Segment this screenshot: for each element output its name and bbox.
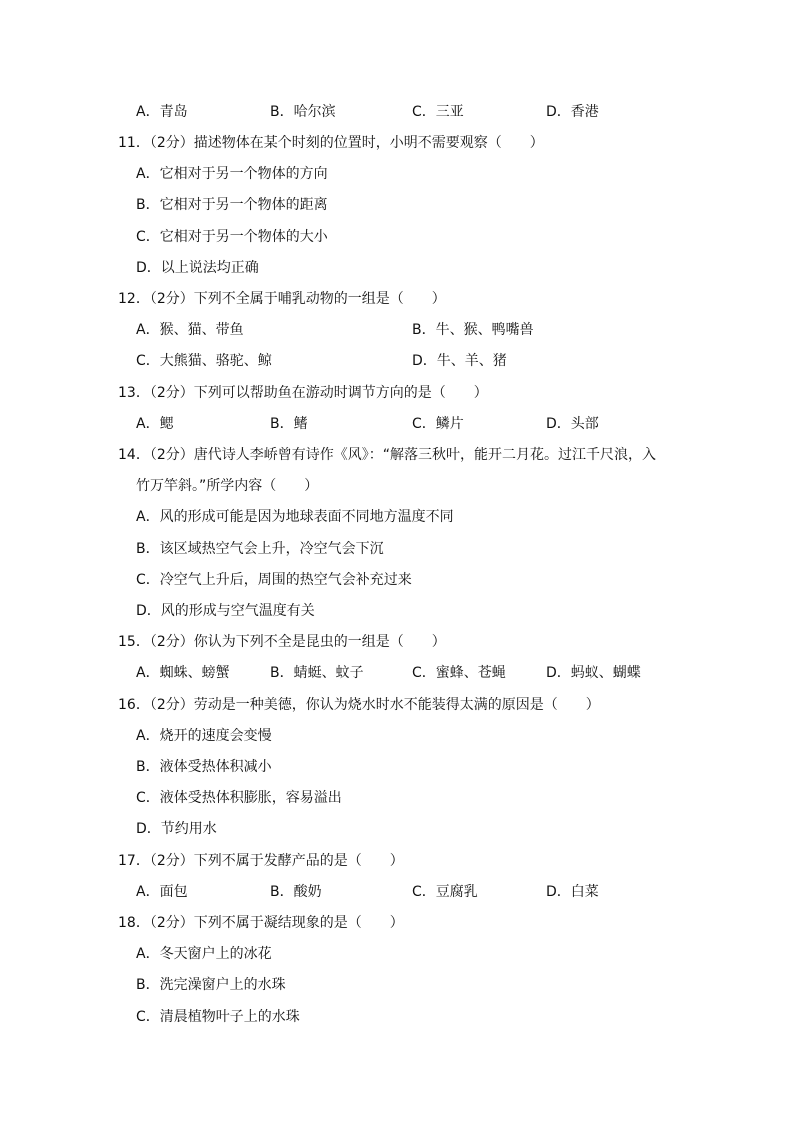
q10-option-c: C．三亚 bbox=[412, 104, 464, 120]
q17-option-a: A．面包 bbox=[136, 884, 188, 900]
q11-option-c: C．它相对于另一个物体的大小 bbox=[136, 229, 328, 245]
q18-option-a: A．冬天窗户上的冰花 bbox=[136, 946, 272, 962]
q15-option-d: D．蚂蚁、蝴蝶 bbox=[546, 665, 641, 681]
q14-option-b: B．该区域热空气会上升，冷空气会下沉 bbox=[136, 541, 384, 557]
q18-option-c: C．清晨植物叶子上的水珠 bbox=[136, 1009, 300, 1025]
q17-option-c: C．豆腐乳 bbox=[412, 884, 478, 900]
q15-option-a: A．蜘蛛、螃蟹 bbox=[136, 665, 230, 681]
q10-option-a: A．青岛 bbox=[136, 104, 188, 120]
q12-option-c: C．大熊猫、骆驼、鲸 bbox=[136, 353, 272, 369]
q18-option-b: B．洗完澡窗户上的水珠 bbox=[136, 977, 286, 993]
q17-option-d: D．白菜 bbox=[546, 884, 599, 900]
q13-option-d: D．头部 bbox=[546, 416, 599, 432]
q12-option-b: B．牛、猴、鸭嘴兽 bbox=[412, 322, 534, 338]
q16-option-d: D．节约用水 bbox=[136, 821, 217, 837]
q13-option-c: C．鳞片 bbox=[412, 416, 464, 432]
q12-option-d: D．牛、羊、猪 bbox=[412, 353, 507, 369]
q11-stem: 11．（2分）描述物体在某个时刻的位置时，小明不需要观察（ ） bbox=[118, 135, 544, 151]
q13-option-a: A．鳃 bbox=[136, 416, 174, 432]
q10-option-d: D．香港 bbox=[546, 104, 599, 120]
q12-stem: 12．（2分）下列不全属于哺乳动物的一组是（ ） bbox=[118, 291, 446, 307]
q18-stem: 18．（2分）下列不属于凝结现象的是（ ） bbox=[118, 915, 404, 931]
q13-option-b: B．鳍 bbox=[270, 416, 308, 432]
q11-option-a: A．它相对于另一个物体的方向 bbox=[136, 166, 328, 182]
q12-option-a: A．猴、猫、带鱼 bbox=[136, 322, 244, 338]
q16-stem: 16．（2分）劳动是一种美德，你认为烧水时水不能装得太满的原因是（ ） bbox=[118, 697, 600, 713]
q15-stem: 15．（2分）你认为下列不全是昆虫的一组是（ ） bbox=[118, 634, 446, 650]
q11-option-b: B．它相对于另一个物体的距离 bbox=[136, 197, 328, 213]
q11-option-d: D．以上说法均正确 bbox=[136, 260, 259, 276]
q14-option-d: D．风的形成与空气温度有关 bbox=[136, 603, 315, 619]
q15-option-c: C．蜜蜂、苍蝇 bbox=[412, 665, 506, 681]
q17-stem: 17．（2分）下列不属于发酵产品的是（ ） bbox=[118, 853, 404, 869]
q15-option-b: B．蜻蜓、蚊子 bbox=[270, 665, 364, 681]
q14-stem-continued: 竹万竿斜。”所学内容（ ） bbox=[136, 478, 319, 494]
q16-option-c: C．液体受热体积膨胀，容易溢出 bbox=[136, 790, 342, 806]
q14-option-c: C．冷空气上升后，周围的热空气会补充过来 bbox=[136, 572, 412, 588]
q14-stem: 14．（2分）唐代诗人李峤曾有诗作《风》：“解落三秋叶，能开二月花。过江千尺浪，入 bbox=[118, 447, 656, 463]
q17-option-b: B．酸奶 bbox=[270, 884, 322, 900]
q14-option-a: A．风的形成可能是因为地球表面不同地方温度不同 bbox=[136, 509, 454, 525]
q16-option-a: A．烧开的速度会变慢 bbox=[136, 728, 272, 744]
q13-stem: 13．（2分）下列可以帮助鱼在游动时调节方向的是（ ） bbox=[118, 385, 488, 401]
q16-option-b: B．液体受热体积减小 bbox=[136, 759, 272, 775]
q10-option-b: B．哈尔滨 bbox=[270, 104, 336, 120]
